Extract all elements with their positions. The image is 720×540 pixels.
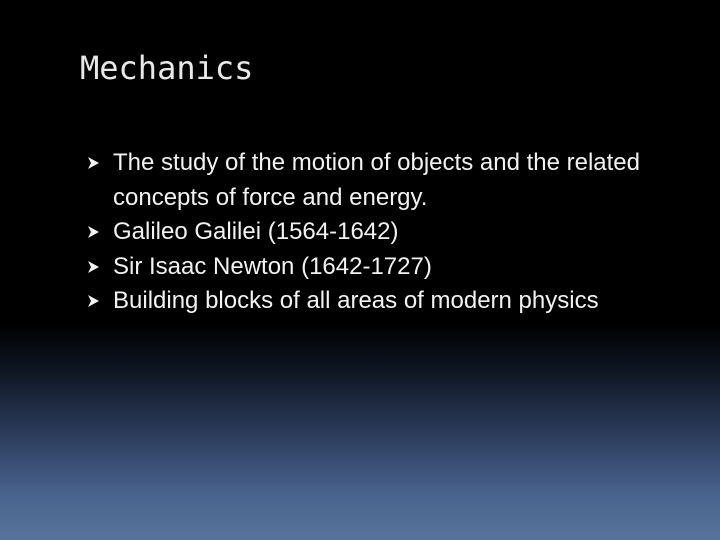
bullet-text: Sir Isaac Newton (1642-1727)	[113, 252, 432, 280]
bullet-item	[86, 146, 706, 215]
bullet-text: Building blocks of all areas of modern physics	[113, 287, 599, 314]
arrowhead-bullet-icon	[86, 293, 102, 309]
bullet-list	[86, 146, 706, 319]
bullet-text: The study of the motion of objects and the related concepts of force and energy.	[113, 149, 640, 211]
bullet-text: Galileo Galilei (1564-1642)	[113, 218, 399, 245]
arrowhead-bullet-icon	[86, 224, 102, 240]
bullet-item	[86, 215, 706, 250]
arrowhead-bullet-icon	[86, 259, 102, 275]
arrowhead-bullet-icon	[86, 155, 102, 171]
bullet-item	[86, 250, 706, 285]
bullet-item	[86, 284, 706, 319]
slide-title: Mechanics	[80, 49, 254, 87]
